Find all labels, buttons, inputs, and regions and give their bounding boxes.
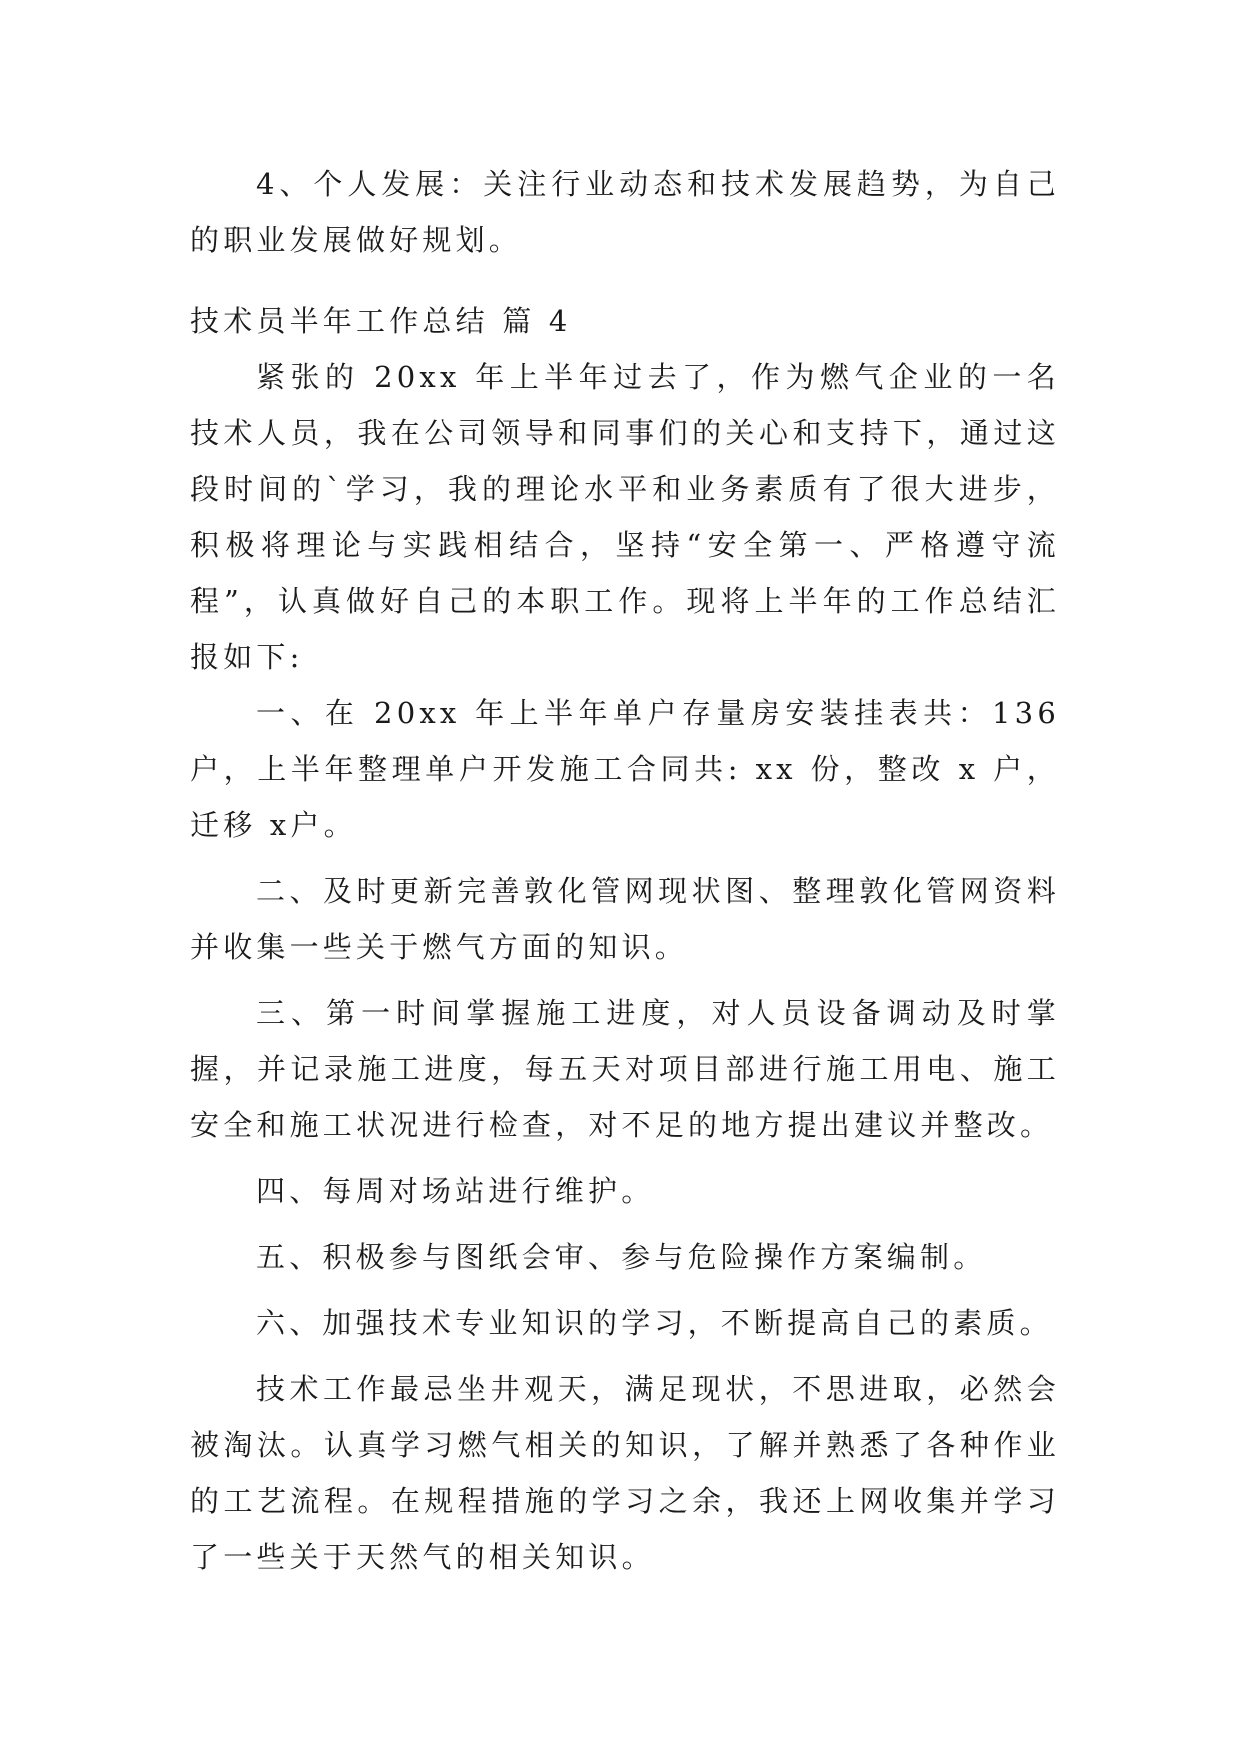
paragraph: 紧张的 20xx 年上半年过去了，作为燃气企业的一名技术人员，我在公司领导和同事们的关心和支持下，通过这段时间的`学习，我的理论水平和业务素质有了很大进步，积极将理论与实践相结合，坚持“安全第一、严格遵守流程”，认真做好自己的本职工作。现将上半年的工作总结汇报如下: (190, 360, 1060, 674)
paragraph: 一、在 20xx 年上半年单户存量房安装挂表共：136 户，上半年整理单户开发施工合同共: xx 份，整改 x 户，迁移 x户。 (190, 696, 1060, 842)
paragraph-spacer (190, 853, 1060, 863)
section-title: 技术员半年工作总结 篇 4 (190, 304, 572, 338)
section-spacer (190, 268, 1060, 293)
paragraph-spacer (190, 1285, 1060, 1295)
paragraph-spacer (190, 1351, 1060, 1361)
intro-paragraph: 4、个人发展：关注行业动态和技术发展趋势，为自己的职业发展做好规划。 (190, 167, 1060, 257)
paragraph: 三、第一时间掌握施工进度，对人员设备调动及时掌握，并记录施工进度，每五天对项目部进行施工用电、施工安全和施工状况进行检查，对不足的地方提出建议并整改。 (190, 996, 1060, 1142)
paragraph: 技术工作最忌坐井观天，满足现状，不思进取，必然会被淘汰。认真学习燃气相关的知识，了解并熟悉了各种作业的工艺流程。在规程措施的学习之余，我还上网收集并学习了一些关于天然气的相关知识。 (190, 1372, 1060, 1574)
paragraph: 四、每周对场站进行维护。 (256, 1174, 655, 1208)
paragraph: 五、积极参与图纸会审、参与危险操作方案编制。 (256, 1240, 987, 1274)
document-body (190, 156, 1060, 1585)
paragraph-spacer (190, 1219, 1060, 1229)
paragraph: 二、及时更新完善敦化管网现状图、整理敦化管网资料并收集一些关于燃气方面的知识。 (190, 874, 1060, 964)
paragraph-spacer (190, 975, 1060, 985)
paragraph: 六、加强技术专业知识的学习，不断提高自己的素质。 (256, 1306, 1053, 1340)
paragraph-spacer (190, 1153, 1060, 1163)
